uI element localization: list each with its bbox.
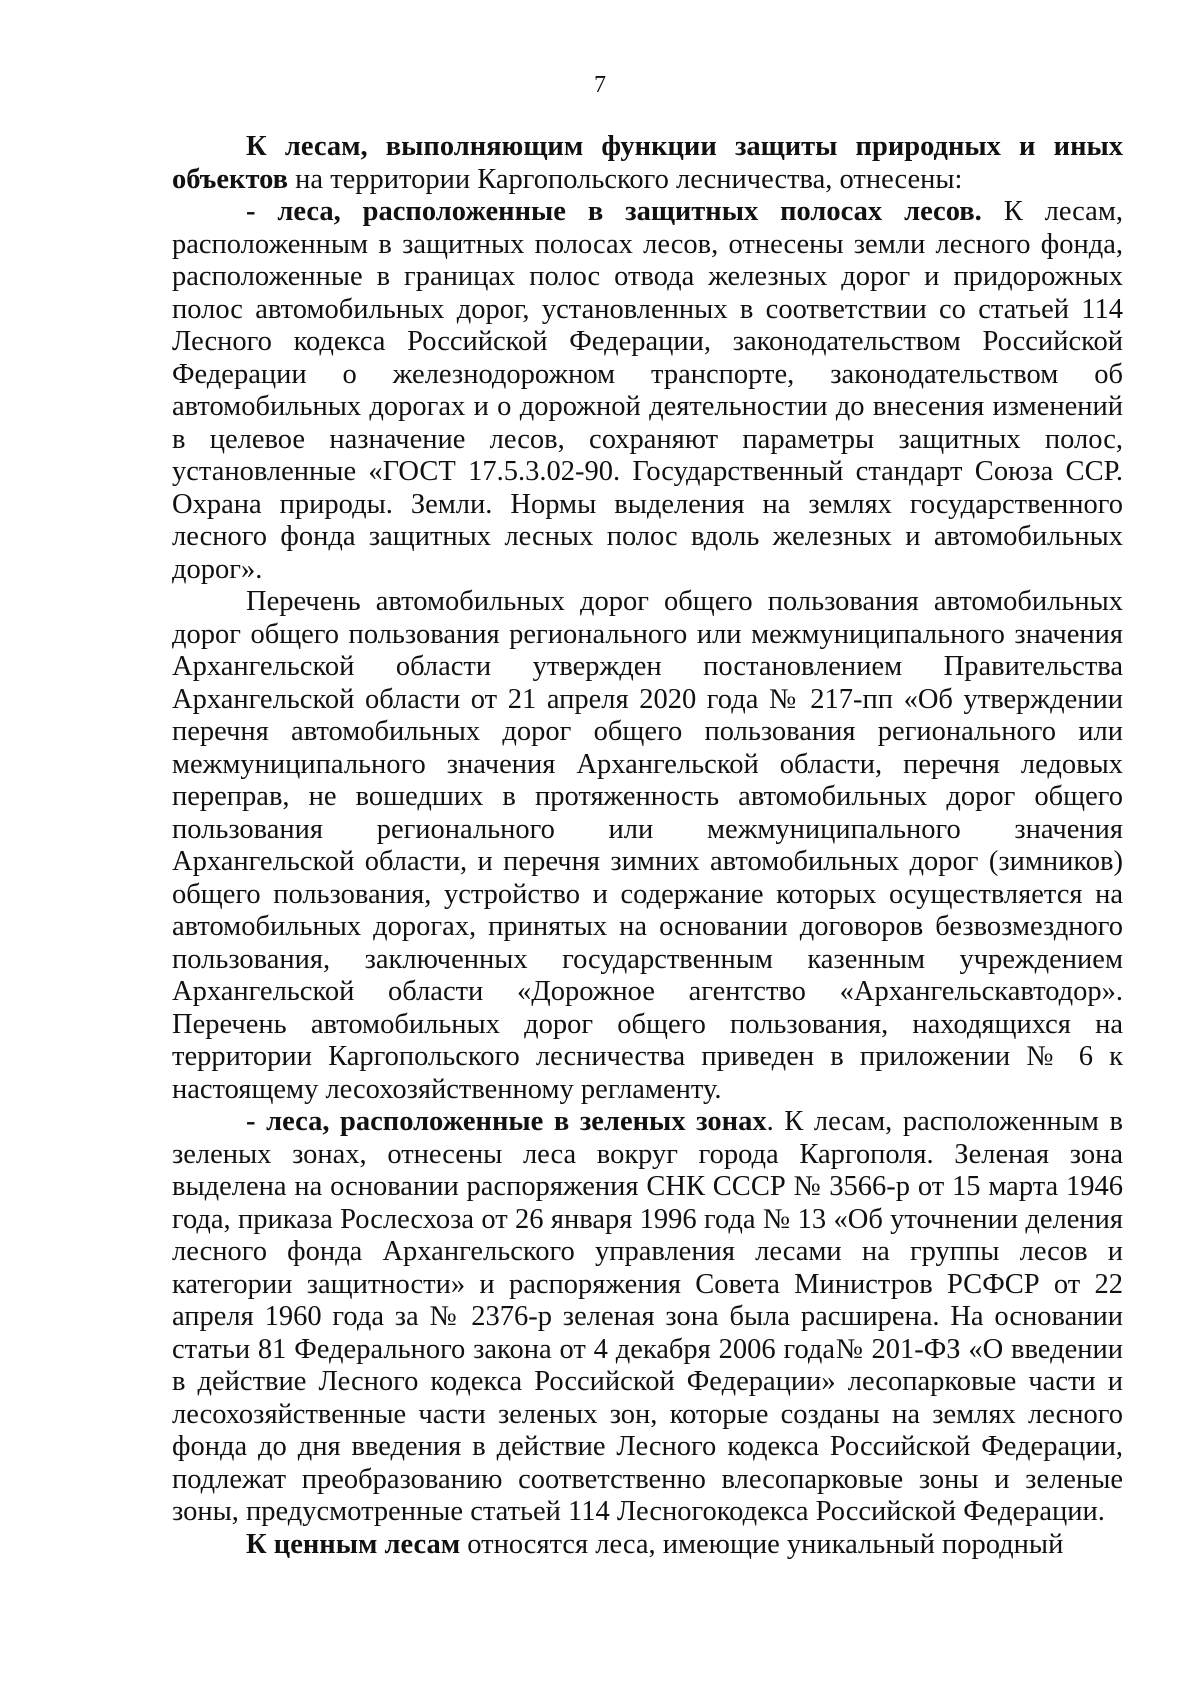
paragraph-bold-run: - леса, расположенные в защитных полосах лесов. (246, 196, 982, 227)
paragraph-protective-strips (172, 196, 1123, 586)
paragraph-green-zones (172, 1106, 1123, 1529)
paragraph-bold-run: К лесам, выполняющим функции защиты природных и иных объектов (172, 131, 1123, 195)
paragraph-text-run: К лесам, расположенным в защитных полосах лесов, отнесены земли лесного фонда, расположенные в границах полос отвода железных дорог и придорожных полос автомобильных дорог, установленных в соответствии со статьей 114 Лесного кодекса Российской Федерации, законодательством Российской Федерации о железнодорожном транспорте, законодательством об автомобильных дорогах и о дорожной деятельностии до внесения изменений в целевое назначение лесов, сохраняют параметры защитных полос, установленные «ГОСТ 17.5.3.02-90. Государственный стандарт Союза ССР. Охрана природы. Земли. Нормы выделения на землях государственного лесного фонда защитных лесных полос вдоль железных и автомобильных дорог». (172, 196, 1123, 585)
document-body (172, 131, 1123, 1561)
paragraph-bold-run: К ценным лесам (246, 1528, 461, 1560)
paragraph-bold-run: - леса, расположенные в зеленых зонах (246, 1106, 767, 1137)
paragraph-text-run: относятся леса, имеющие уникальный породный (460, 1528, 1064, 1560)
paragraph-road-list (172, 586, 1123, 1106)
paragraph-text-run: . К лесам, расположенным в зеленых зонах, отнесены леса вокруг города Каргополя. Зеленая зона выделена на основании распоряжения СНК СССР № 3566-р от 15 марта 1946 года, приказа Рослесхоза от 26 января 1996 года № 13 «Об уточнении деления лесного фонда Архангельского управления лесами на группы лесов и категории защитности» и распоряжения Совета Министров РСФСР от 22 апреля 1960 года за № 2376-р зеленая зона была расширена. На основании статьи 81 Федерального закона от 4 декабря 2006 года№ 201-ФЗ «О введении в действие Лесного кодекса Российской Федерации» лесопарковые части и лесохозяйственные части зеленых зон, которые созданы на землях лесного фонда до дня введения в действие Лесного кодекса Российской Федерации, подлежат преобразованию соответственно влесопарковые зоны и зеленые зоны, предусмотренные статьей 114 Лесногокодекса Российской Федерации. (172, 1106, 1123, 1527)
paragraph-text-run: на территории Каргопольского лесничества, отнесены: (288, 163, 963, 195)
page-number: 7 (594, 72, 606, 98)
paragraph-protective-forests-intro (172, 131, 1123, 196)
paragraph-valuable-forests (172, 1529, 1123, 1562)
paragraph-text-run: Перечень автомобильных дорог общего пользования автомобильных дорог общего пользования регионального или межмуниципального значения Архангельской области утвержден постановлением Правительства Архангельской области от 21 апреля 2020 года № 217-пп «Об утверждении перечня автомобильных дорог общего пользования регионального или межмуниципального значения Архангельской области, перечня ледовых переправ, не вошедших в протяженность автомобильных дорог общего пользования регионального или межмуниципального значения Архангельской области, и перечня зимних автомобильных дорог (зимников) общего пользования, устройство и содержание которых осуществляется на автомобильных дорогах, принятых на основании договоров безвозмездного пользования, заключенных государственным казенным учреждением Архангельской области «Дорожное агентство «Архангельскавтодор». Перечень автомобильных дорог общего пользования, находящихся на территории Каргопольского лесничества приведен в приложении № 6 к настоящему лесохозяйственному регламенту. (172, 586, 1123, 1105)
